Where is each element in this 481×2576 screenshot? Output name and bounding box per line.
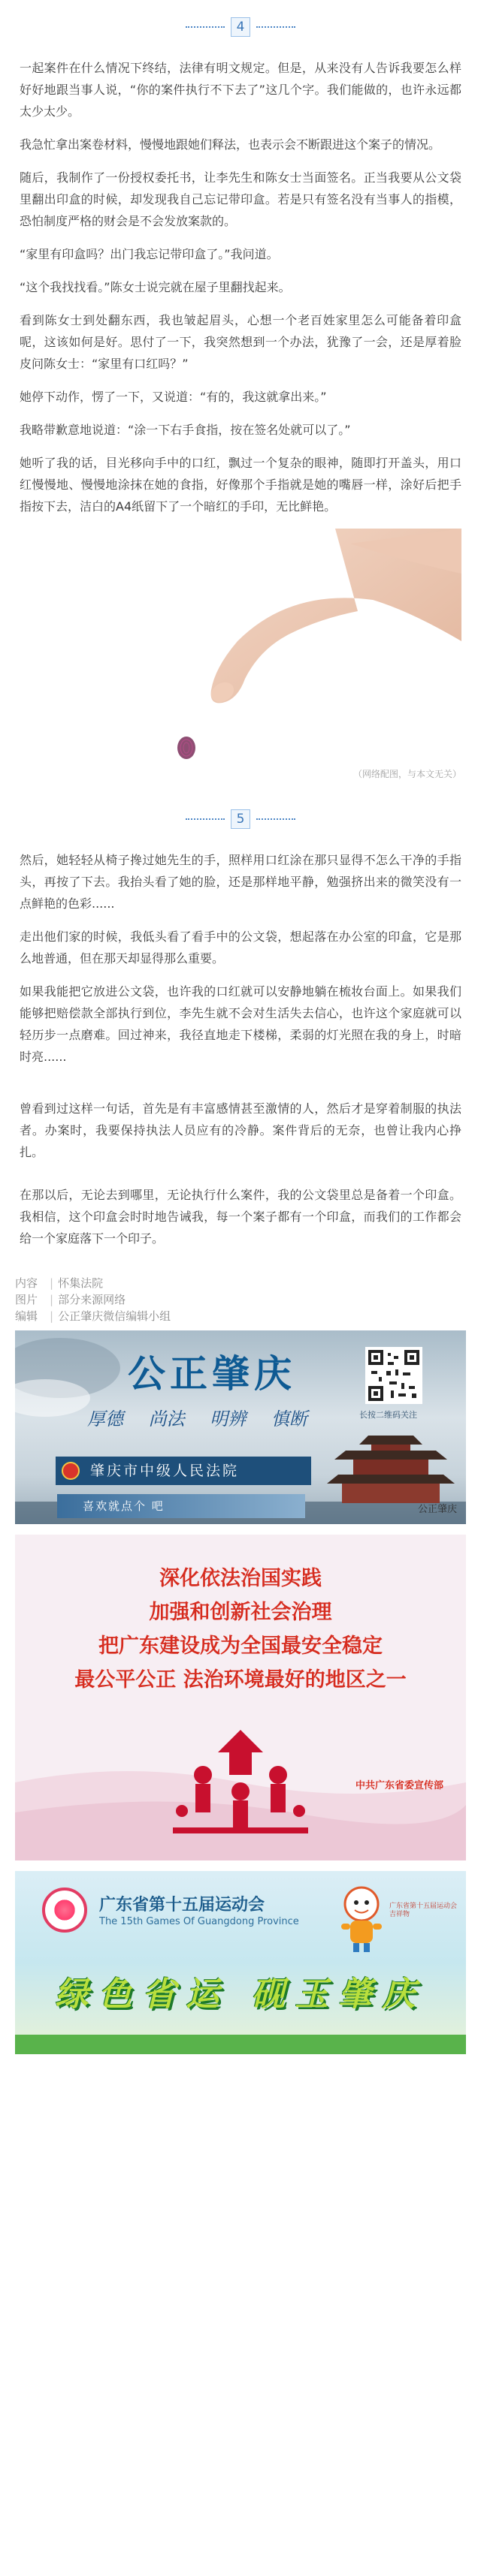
section-body (0, 57, 481, 517)
divider-dots-right (256, 818, 295, 820)
like-prompt[interactable]: 喜欢就点个 吧 (57, 1494, 305, 1518)
paragraph: 在那以后，无论去到哪里，无论执行什么案件，我的公文袋里总是备着一个印盒。我相信，这个印盒会时时地告诫我，每一个案子都有一个印盒，而我们的工作都会给一个家庭落下一个印子。 (20, 1188, 461, 1246)
credit-row (15, 1275, 466, 1291)
slogan-line: 深化依法治国实践 (159, 1567, 322, 1590)
banner-motto: 厚德 尚法 明辨 慎断 (87, 1409, 307, 1430)
credit-separator: | (50, 1293, 54, 1306)
slogan-line: 把广东建设成为全国最安全稳定 (98, 1634, 383, 1658)
section-body (0, 849, 481, 1249)
paragraph: 曾看到过这样一句话，首先是有丰富感情甚至激情的人，然后才是穿着制服的执法者。办案时，我要保持执法人员应有的冷静。案件背后的无奈，也曾让我内心挣扎。 (20, 1101, 461, 1159)
games-subtitle: The 15th Games Of Guangdong Province (99, 1916, 299, 1927)
section-number-header (0, 8, 481, 47)
wechat-watermark: 公正肇庆 (417, 1504, 457, 1515)
image-caption: （网络配图，与本文无关） (352, 769, 461, 779)
fingerprint-photo (20, 529, 461, 763)
paragraph: 我略带歉意地说道：“涂一下右手食指，按在签名处就可以了。” (20, 423, 351, 437)
article (0, 8, 481, 2054)
credit-key: 内容 (15, 1276, 38, 1290)
credit-value: 部分来源网络 (58, 1293, 126, 1306)
section-number-badge: 5 (231, 809, 250, 829)
mascot-icon (331, 1882, 392, 1954)
qr-caption: 长按二维码关注 (359, 1410, 417, 1420)
paragraph: 看到陈女士到处翻东西，我也皱起眉头，心想一个老百姓家里怎么可能备着印盒呢，这该如何是好。思付了一下，我突然想到一个办法，犹豫了一会，还是厚着脸皮问陈女士：“家里有口红吗？” (20, 313, 461, 371)
paragraph: 一起案件在什么情况下终结，法律有明文规定。但是，从来没有人告诉我要怎么样好好地跟当事人说，“你的案件执行不下去了”这几个字。我们能做的，也许永远都太少太少。 (20, 61, 461, 119)
divider-dots-left (186, 26, 225, 28)
banner-grass (15, 2035, 466, 2054)
tower-icon (323, 1421, 458, 1503)
games-banner (15, 1871, 466, 2054)
games-motto: 绿色省运 砚玉肇庆 (55, 1975, 426, 2014)
court-banner[interactable] (15, 1330, 466, 1524)
credit-row (15, 1291, 466, 1308)
paragraph: 我急忙拿出案卷材料，慢慢地跟她们释法，也表示会不断跟进这个案子的情况。 (20, 137, 441, 152)
slogan-line: 加强和创新社会治理 (149, 1601, 332, 1624)
games-logo-flower-icon (53, 1898, 77, 1922)
court-name-bar: 肇庆市中级人民法院 (56, 1457, 311, 1485)
section-number-header (0, 800, 481, 839)
paragraph: “家里有印盒吗？出门我忘记带印盒了。”我问道。 (20, 247, 279, 261)
credit-key: 图片 (15, 1293, 38, 1306)
article-photo-wrap (0, 529, 481, 763)
credit-value: 怀集法院 (58, 1276, 104, 1290)
paragraph: 她停下动作，愣了一下，又说道：“有的，我这就拿出来。” (20, 390, 327, 404)
paragraph: 随后，我制作了一份授权委托书，让李先生和陈女士当面签名。正当我要从公文袋里翻出印盒的时候，却发现我自己忘记带印盒。若是只有签名没有当事人的指模，恐怕制度严格的财会是不会发放案款的。 (20, 170, 461, 228)
slogan-text (15, 1562, 466, 1697)
finger-illustration (20, 529, 461, 763)
mascot-caption: 广东省第十五届运动会吉祥物 (389, 1903, 458, 1918)
qr-code-icon[interactable] (365, 1347, 422, 1404)
department-name: 中共广东省委宣传部 (355, 1780, 443, 1791)
paragraph: 她听了我的话，目光移向手中的口红，飘过一个复杂的眼神，随即打开盖头，用口红慢慢地、慢慢地涂抹在她的食指，好像那个手指就是她的嘴唇一样，涂好后把手指按下去，洁白的A4纸留下了一个暗红的手印，无比鲜艳。 (20, 456, 461, 514)
slogan-line: 最公平公正 法治环境最好的地区之一 (74, 1668, 407, 1692)
games-title: 广东省第十五届运动会 (99, 1896, 265, 1915)
paragraph: 然后，她轻轻从椅子搀过她先生的手，照样用口红涂在那只显得不怎么干净的手指头，再按了下去。我抬头看了她的脸，还是那样地平静，勉强挤出来的微笑没有一点鲜艳的色彩...... (20, 853, 461, 911)
paragraph: “这个我找找看。”陈女士说完就在屋子里翻找起来。 (20, 280, 291, 294)
credit-value: 公正肇庆微信编辑小组 (58, 1309, 171, 1323)
article-credits (0, 1275, 481, 1324)
qr-pattern (368, 1350, 419, 1401)
credit-separator: | (50, 1276, 54, 1290)
paragraph: 如果我能把它放进公文袋，也许我的口红就可以安静地躺在梳妆台面上。如果我们能够把赔偿款全部执行到位，李先生就不会对生活失去信心，也许这个家庭就可以轻历步一点磨难。回过神来，我径直地走下楼梯，柔弱的灯光照在我的身上，时暗时亮...... (20, 984, 461, 1064)
paper-cut-figures-icon (158, 1722, 323, 1842)
slogan-banner (15, 1535, 466, 1860)
divider-dots-left (186, 818, 225, 820)
divider-dots-right (256, 26, 295, 28)
credit-row (15, 1308, 466, 1324)
credit-separator: | (50, 1309, 54, 1323)
paragraph: 走出他们家的时候，我低头看了看手中的公文袋，想起落在办公室的印盒，它是那么地普通，但在那天却显得那么重要。 (20, 929, 461, 966)
section-number-badge: 4 (231, 17, 250, 37)
court-emblem-icon (62, 1462, 80, 1480)
banner-title: 公正肇庆 (128, 1351, 296, 1396)
credit-key: 编辑 (15, 1309, 38, 1323)
